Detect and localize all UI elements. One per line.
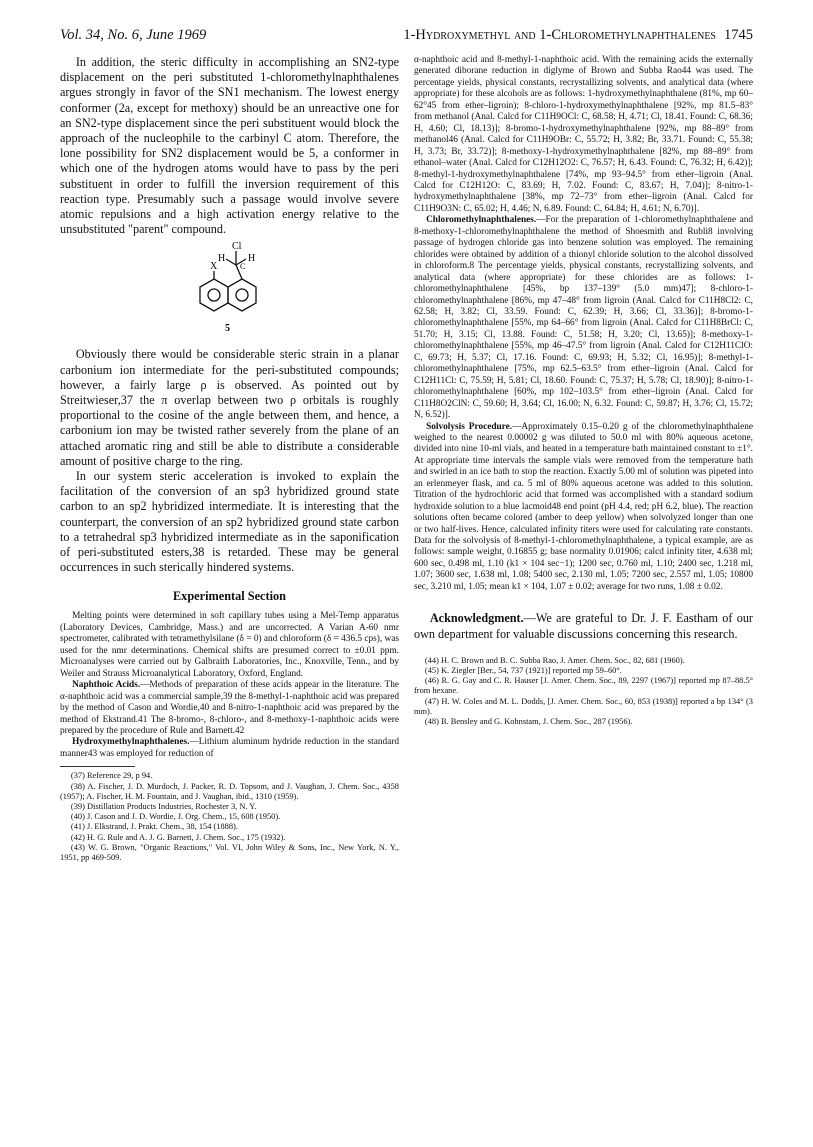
run-in-heading: Solvolysis Procedure.: [426, 421, 513, 432]
footnote: (42) H. G. Rule and A. J. G. Barnett, J. Chem. Soc., 175 (1932).: [70, 832, 286, 842]
footnote: (39) Distillation Products Industries, Rochester 3, N. Y.: [70, 801, 257, 811]
acknowledgment-body: —We are grateful to Dr. J. F. Eastham of our own department for valuable discussions concerning this research.: [414, 611, 753, 641]
paragraph: In our system steric acceleration is invoked to explain the facilitation of the conversion of an sp3 hybridized ground state carbon to an sp2 hybridized intermediate. It is interesting that the counterpart, the conversion of an sp2 hybridized ground state carbon to a tetrahedral sp3 hybridized intermediate as in the saponification of peri-substituted esters,38 is retarded. These may be general occurrences in such sterically hindered systems.: [60, 469, 399, 575]
x-substituent-label: X: [210, 261, 218, 273]
right-column: [414, 55, 753, 727]
footnote: (37) Reference 29, p 94.: [70, 771, 153, 781]
section-heading: Experimental Section: [172, 589, 287, 604]
paragraph: Obviously there would be considerable steric strain in a planar carbonium ion intermediate for the peri-substituted compounds; however, a fairly large ρ is observed. As pointed out by Streitwieser,37 the π overlap between two ρ orbitals is roughly proportional to the cosine of the angle between them, and hence, a carbonium ion may be twisted rather severely from the plane of an attached aromatic ring and still be able to distribute a considerable amount of positive charge to the ring.: [60, 347, 399, 468]
left-column: [60, 55, 399, 863]
acknowledgment: [414, 611, 753, 641]
paragraph-body: —Approximately 0.15–0.20 g of the chloromethylnaphthalene weighed to the nearest 0.00002 g was diluted to 50.0 ml with 80% aqueous acetone, divided into nine 10-ml vials, and heated in a temperature bath maintained constant to ±1°. At appropriate time intervals the sample vials were removed from the temperature bath and swirled in an ice bath to stop the reaction. Exactly 5.00 ml of solution was pipeted into an erlenmeyer flask, and ca. 5 ml of 80% aqueous acetone was added to this solution. Titration of the hydrochloric acid that formed was accomplished with a standard sodium hydroxide solution to a blue lacmoid48 end point (pH 4.4, red; pH 6.2, blue). The reaction solutions often became colored (amber to deep yellow) when solvolyzed longer than one or two half-lives. Hence, calculated infinity titers were used for calculating rate constants. Data for the solvolysis of 8-methyl-1-chloromethylnaphthalene, a typical example, are as follows: sample weight, 0.16855 g; base normality 0.01906; calcd infinity titer, 4.638 ml; 600 sec, 0.498 ml, 1.10 (k1 × 104 sec−1); 1200 sec, 0.760 ml, 1.10; 2400 sec, 1.218 ml, 1.07; 3600 sec, 1.638 ml, 1.08; 5400 sec, 2.130 ml, 1.05; 7200 sec, 2.557 ml, 1.05; 10800 sec, 3.210 ml, 1.05; mean k1 × 104, 1.07 ± 0.02; average for two runs, 1.08 ± 0.02.: [414, 421, 753, 592]
run-in-heading: Hydroxymethylnaphthalenes.: [72, 737, 190, 748]
run-in-heading: Acknowledgment.: [429, 611, 524, 626]
footnotes: [60, 771, 399, 863]
running-header: [60, 27, 753, 47]
footnote: (48) B. Bensley and G. Kohnstam, J. Chem. Soc., 287 (1956).: [424, 716, 633, 726]
header-right: [403, 27, 753, 44]
paragraph: Melting points were determined in soft capillary tubes using a Mel-Temp apparatus (Laboratory Devices, Cambridge, Mass.) and are uncorrected. A Varian A-60 nmr spectrometer, calibrated with tetramethylsilane (δ = 0) and chloroform (δ = 436.5 cps), was used for the nmr determinations. Chemical shifts are presumed correct to ±0.01 ppm. Microanalyses were carried out by Galbraith Laboratories, Inc., Knoxville, Tenn., and by Weiler and Strauss Microanalytical Laboratory, Oxford, England.: [60, 611, 399, 679]
footnote: (40) J. Cason and J. D. Wordie, J. Org. Chem., 15, 608 (1950).: [70, 812, 281, 822]
figure-structure-5: [60, 239, 399, 341]
cl-atom-label: Cl: [232, 241, 242, 253]
naphthalene-structure-diagram: [60, 239, 399, 341]
paragraph: [414, 215, 753, 421]
journal-volume: Vol. 34, No. 6, June 1969: [60, 27, 207, 43]
paragraph: α-naphthoic acid and 8-methyl-1-naphthoic acid. With the remaining acids the externally generated diborane reduction in diglyme of Brown and Subba Rao44 was used. The percentage yields, physical constants, recrystallizing solvents, and analytical data (where appropriate) for these alcohols are as follows: 1-hydroxymethylnaphthalene (81%, mp 60–62°45 from ether–ligroin); 8-chloro-1-hydroxymethylnaphthalene [92%, mp 81.5–83° from methanol (Anal. Calcd for C11H9OCl: C, 68.58; H, 4.71; Cl, 18.41. Found: C, 68.36; H, 4.60; Cl, 18.13)]; 8-bromo-1-hydroxymethylnaphthalene [92%, mp 88–89° from methanol46 (Anal. Calcd for C11H9OBr: C, 55.72; H, 3.82; Br, 33.71. Found: C, 55.38; H, 3.73; Br, 33.72)]; 8-methoxy-1-hydroxymethylnaphthalene [82%, mp 88–89° from ethanol–water (Anal. Calcd for C12H12O2: C, 76.57; H, 6.43. Found: C, 76.32; H, 6.42)]; 8-methyl-1-hydroxymethylnaphthalene [74%, mp 93–94.5° from ether–ligroin (Anal. Calcd for C12H12O: C, 83.69; H, 7.02. Found: C, 83.67; H, 7.04)]; 8-nitro-1-hydroxymethylnaphthalene [38%, mp 72–73° from ether–ligroin (Anal. Calcd for C11H9O3N: C, 65.02; H, 4.46; N, 6.89. Found: C, 64.84; H, 4.61; N, 6.70)].: [414, 55, 753, 214]
paragraph: [414, 422, 753, 594]
footnote: (38) A. Fischer, J. D. Murdoch, J. Packer, R. D. Topsom, and J. Vaughan, J. Chem. Soc., 4358 (1957); A. Fischer, H. M. Fountain, and J. Vaughan, ibid., 1310 (1959).: [60, 781, 399, 801]
footnote: (43) W. G. Brown, "Organic Reactions," Vol. VI, John Wiley & Sons, Inc., New York, N. Y., 1951, pp 469-509.: [60, 842, 399, 862]
footnotes: [414, 656, 753, 727]
paragraph: In addition, the steric difficulty in accomplishing an SN2-type displacement on the peri substituted 1-chloromethylnaphthalenes argues strongly in favor of the SN1 mechanism. The lowest energy conformer (2a, except for methoxy) should be an unreactive one for an SN2-type displacement since the peri substituent would block the approach of the nucleophile to the carbinyl C atom. Therefore, the lone possibility for SN2 displacement would be 5, a conformer in which one of the hydrogen atoms would have to pass by the peri substituent in order to fulfill the inversion requirement of this reaction type. Presumably such a passage would involve severe atomic repulsions and a high activation energy relative to the unsubstituted "parent" compound.: [60, 55, 399, 237]
paragraph-body: —For the preparation of 1-chloromethylnaphthalene and 8-methoxy-1-chloromethylnaphthalene the method of Shoesmith and Rubli8 involving passage of hydrogen chloride gas into benzene solution was employed. The remaining chlorides were obtained by addition of a thionyl chloride solution to the alcohol dissolved in chloroform.8 The percentage yields, physical constants, recrystallizing solvents, and analytical data (where appropriate) for these chlorides are as follows: 1-chloromethylnaphthalene [45%, bp 137–139° (5.0 mm)47]; 8-chloro-1-chloromethylnaphthalene [86%, mp 47–48° from ligroin (Anal. Calcd for C11H8Cl2: C, 62.58; H, 3.82; Cl, 33.59. Found: C, 62.39; H, 3.66; Cl, 33.36)]; 8-bromo-1-chloromethylnaphthalene [55%, mp 64–66° from ligroin (Anal. Calcd for C11H8BrCl: C, 51.70; H, 3.15; Cl, 13.88. Found: C, 51.58; H, 3.20; Cl, 13.65)]; 8-methoxy-1-chloromethylnaphthalene [55%, mp 46–47.5° from ligroin (Anal. Calcd for C12H11ClO: C, 69.73; H, 5.37; Cl, 17.16. Found: C, 69.93; H, 5.32; Cl, 16.95)]; 8-methyl-1-chloromethylnaphthalene [75%, mp 62.5–63.5° from ether–ligroin (Anal. Calcd for C12H11Cl: C, 75.59; H, 5.81; Cl, 18.60. Found: C, 75.37; H, 5.78; Cl, 18.90)]; 8-nitro-1-chloromethylnaphthalene [60%, mp 102–103.5° from ether–ligroin (Anal. Calcd for C11H8O2ClN: C, 59.60; H, 3.64; Cl, 16.00; N, 6.32. Found: C, 59.87; H, 3.76; Cl, 15.72; N, 6.52)].: [414, 215, 753, 421]
footnote: (41) J. Elkstrand, J. Prakt. Chem., 38, 154 (1888).: [70, 822, 238, 832]
footnote: (45) K. Ziegler [Ber., 54, 737 (1921)] reported mp 59–60°.: [424, 665, 622, 675]
paragraph-body: —Lithium aluminum hydride reduction in the standard manner43 was employed for reduction of: [60, 737, 399, 759]
footnote: (44) H. C. Brown and B. C. Subba Rao, J. Amer. Chem. Soc., 82, 681 (1960).: [424, 655, 685, 665]
run-in-heading: Naphthoic Acids.: [72, 680, 141, 691]
compound-number: 5: [225, 323, 230, 335]
c-atom-label: C: [240, 262, 246, 272]
page-number: 1745: [724, 27, 753, 43]
run-in-heading: Chloromethylnaphthalenes.: [426, 215, 537, 226]
running-title: 1-Hydroxymethyl and 1-Chloromethylnaphthalenes: [403, 27, 716, 43]
footnote-rule: [60, 766, 135, 767]
paragraph: [60, 680, 399, 737]
h-atom-label: H: [248, 253, 256, 265]
h-atom-label: H: [218, 253, 226, 265]
paragraph-body: —Methods of preparation of these acids appear in the literature. The α-naphthoic acid was a commercial sample,39 the 8-methyl-1-naphthoic acid was prepared by the method of Cason and Wordie,40 and 8-nitro-1-naphthoic acid was prepared by the method of Ekstrand.41 The 8-bromo-, 8-chloro-, and 8-methoxy-1-naphthoic acids were prepared by the procedure of Rule and Barnett.42: [60, 680, 399, 737]
footnote: (46) R. G. Gay and C. R. Hauser [J. Amer. Chem. Soc., 89, 2297 (1967)] reported mp 87–88.5° from hexane.: [414, 676, 753, 696]
footnote: (47) H. W. Coles and M. L. Dodds, [J. Amer. Chem. Soc., 60, 853 (1938)] reported a bp 134° (3 mm).: [414, 696, 753, 716]
paragraph: [60, 737, 399, 760]
